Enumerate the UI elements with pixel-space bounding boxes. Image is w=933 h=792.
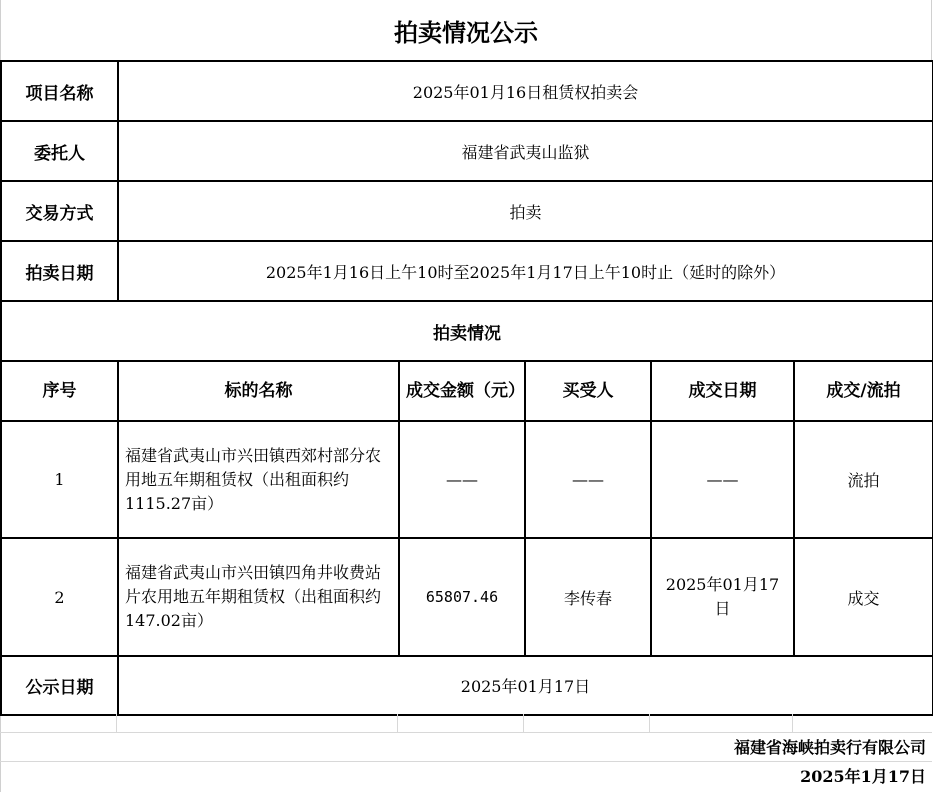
- date-row: [1, 241, 933, 301]
- col-amount: 成交金额（元）: [399, 361, 525, 421]
- table-row: [1, 538, 933, 656]
- method-label: 交易方式: [1, 181, 118, 241]
- notice-label: 公示日期: [1, 656, 118, 715]
- auction-table: [0, 60, 933, 716]
- method-value: 拍卖: [118, 181, 933, 241]
- col-name: 标的名称: [118, 361, 399, 421]
- date-value: 2025年1月16日上午10时至2025年1月17日上午10时止（延时的除外）: [118, 241, 933, 301]
- row-name: 福建省武夷山市兴田镇西郊村部分农用地五年期租赁权（出租面积约1115.27亩）: [118, 421, 399, 538]
- col-seq: 序号: [1, 361, 118, 421]
- col-deal-date: 成交日期: [651, 361, 794, 421]
- footer-company: 福建省海峡拍卖行有限公司: [0, 732, 932, 760]
- notice-value: 2025年01月17日: [118, 656, 933, 715]
- row-seq: 1: [1, 421, 118, 538]
- table-row: [1, 421, 933, 538]
- section-row: [1, 301, 933, 361]
- date-label: 拍卖日期: [1, 241, 118, 301]
- project-label: 项目名称: [1, 61, 118, 121]
- project-value: 2025年01月16日租赁权拍卖会: [118, 61, 933, 121]
- row-buyer: 李传春: [525, 538, 651, 656]
- client-row: [1, 121, 933, 181]
- gridline: [523, 714, 524, 732]
- gridline: [792, 714, 793, 732]
- notice-row: [1, 656, 933, 715]
- row-deal-date: ——: [651, 421, 794, 538]
- row-buyer: ——: [525, 421, 651, 538]
- row-result: 流拍: [794, 421, 933, 538]
- row-deal-date: 2025年01月17日: [651, 538, 794, 656]
- column-header-row: [1, 361, 933, 421]
- method-row: [1, 181, 933, 241]
- row-name: 福建省武夷山市兴田镇四角井收费站片农用地五年期租赁权（出租面积约147.02亩）: [118, 538, 399, 656]
- col-result: 成交/流拍: [794, 361, 933, 421]
- row-result: 成交: [794, 538, 933, 656]
- row-seq: 2: [1, 538, 118, 656]
- spreadsheet-gridlines: [0, 714, 932, 732]
- gridline: [649, 714, 650, 732]
- client-value: 福建省武夷山监狱: [118, 121, 933, 181]
- section-title: 拍卖情况: [1, 301, 933, 361]
- client-label: 委托人: [1, 121, 118, 181]
- row-amount: ——: [399, 421, 525, 538]
- row-amount: 65807.46: [399, 538, 525, 656]
- col-buyer: 买受人: [525, 361, 651, 421]
- gridline: [116, 714, 117, 732]
- project-row: [1, 61, 933, 121]
- page-title: 拍卖情况公示: [394, 17, 538, 47]
- gridline: [397, 714, 398, 732]
- footer-date: 2025年1月17日: [0, 761, 932, 789]
